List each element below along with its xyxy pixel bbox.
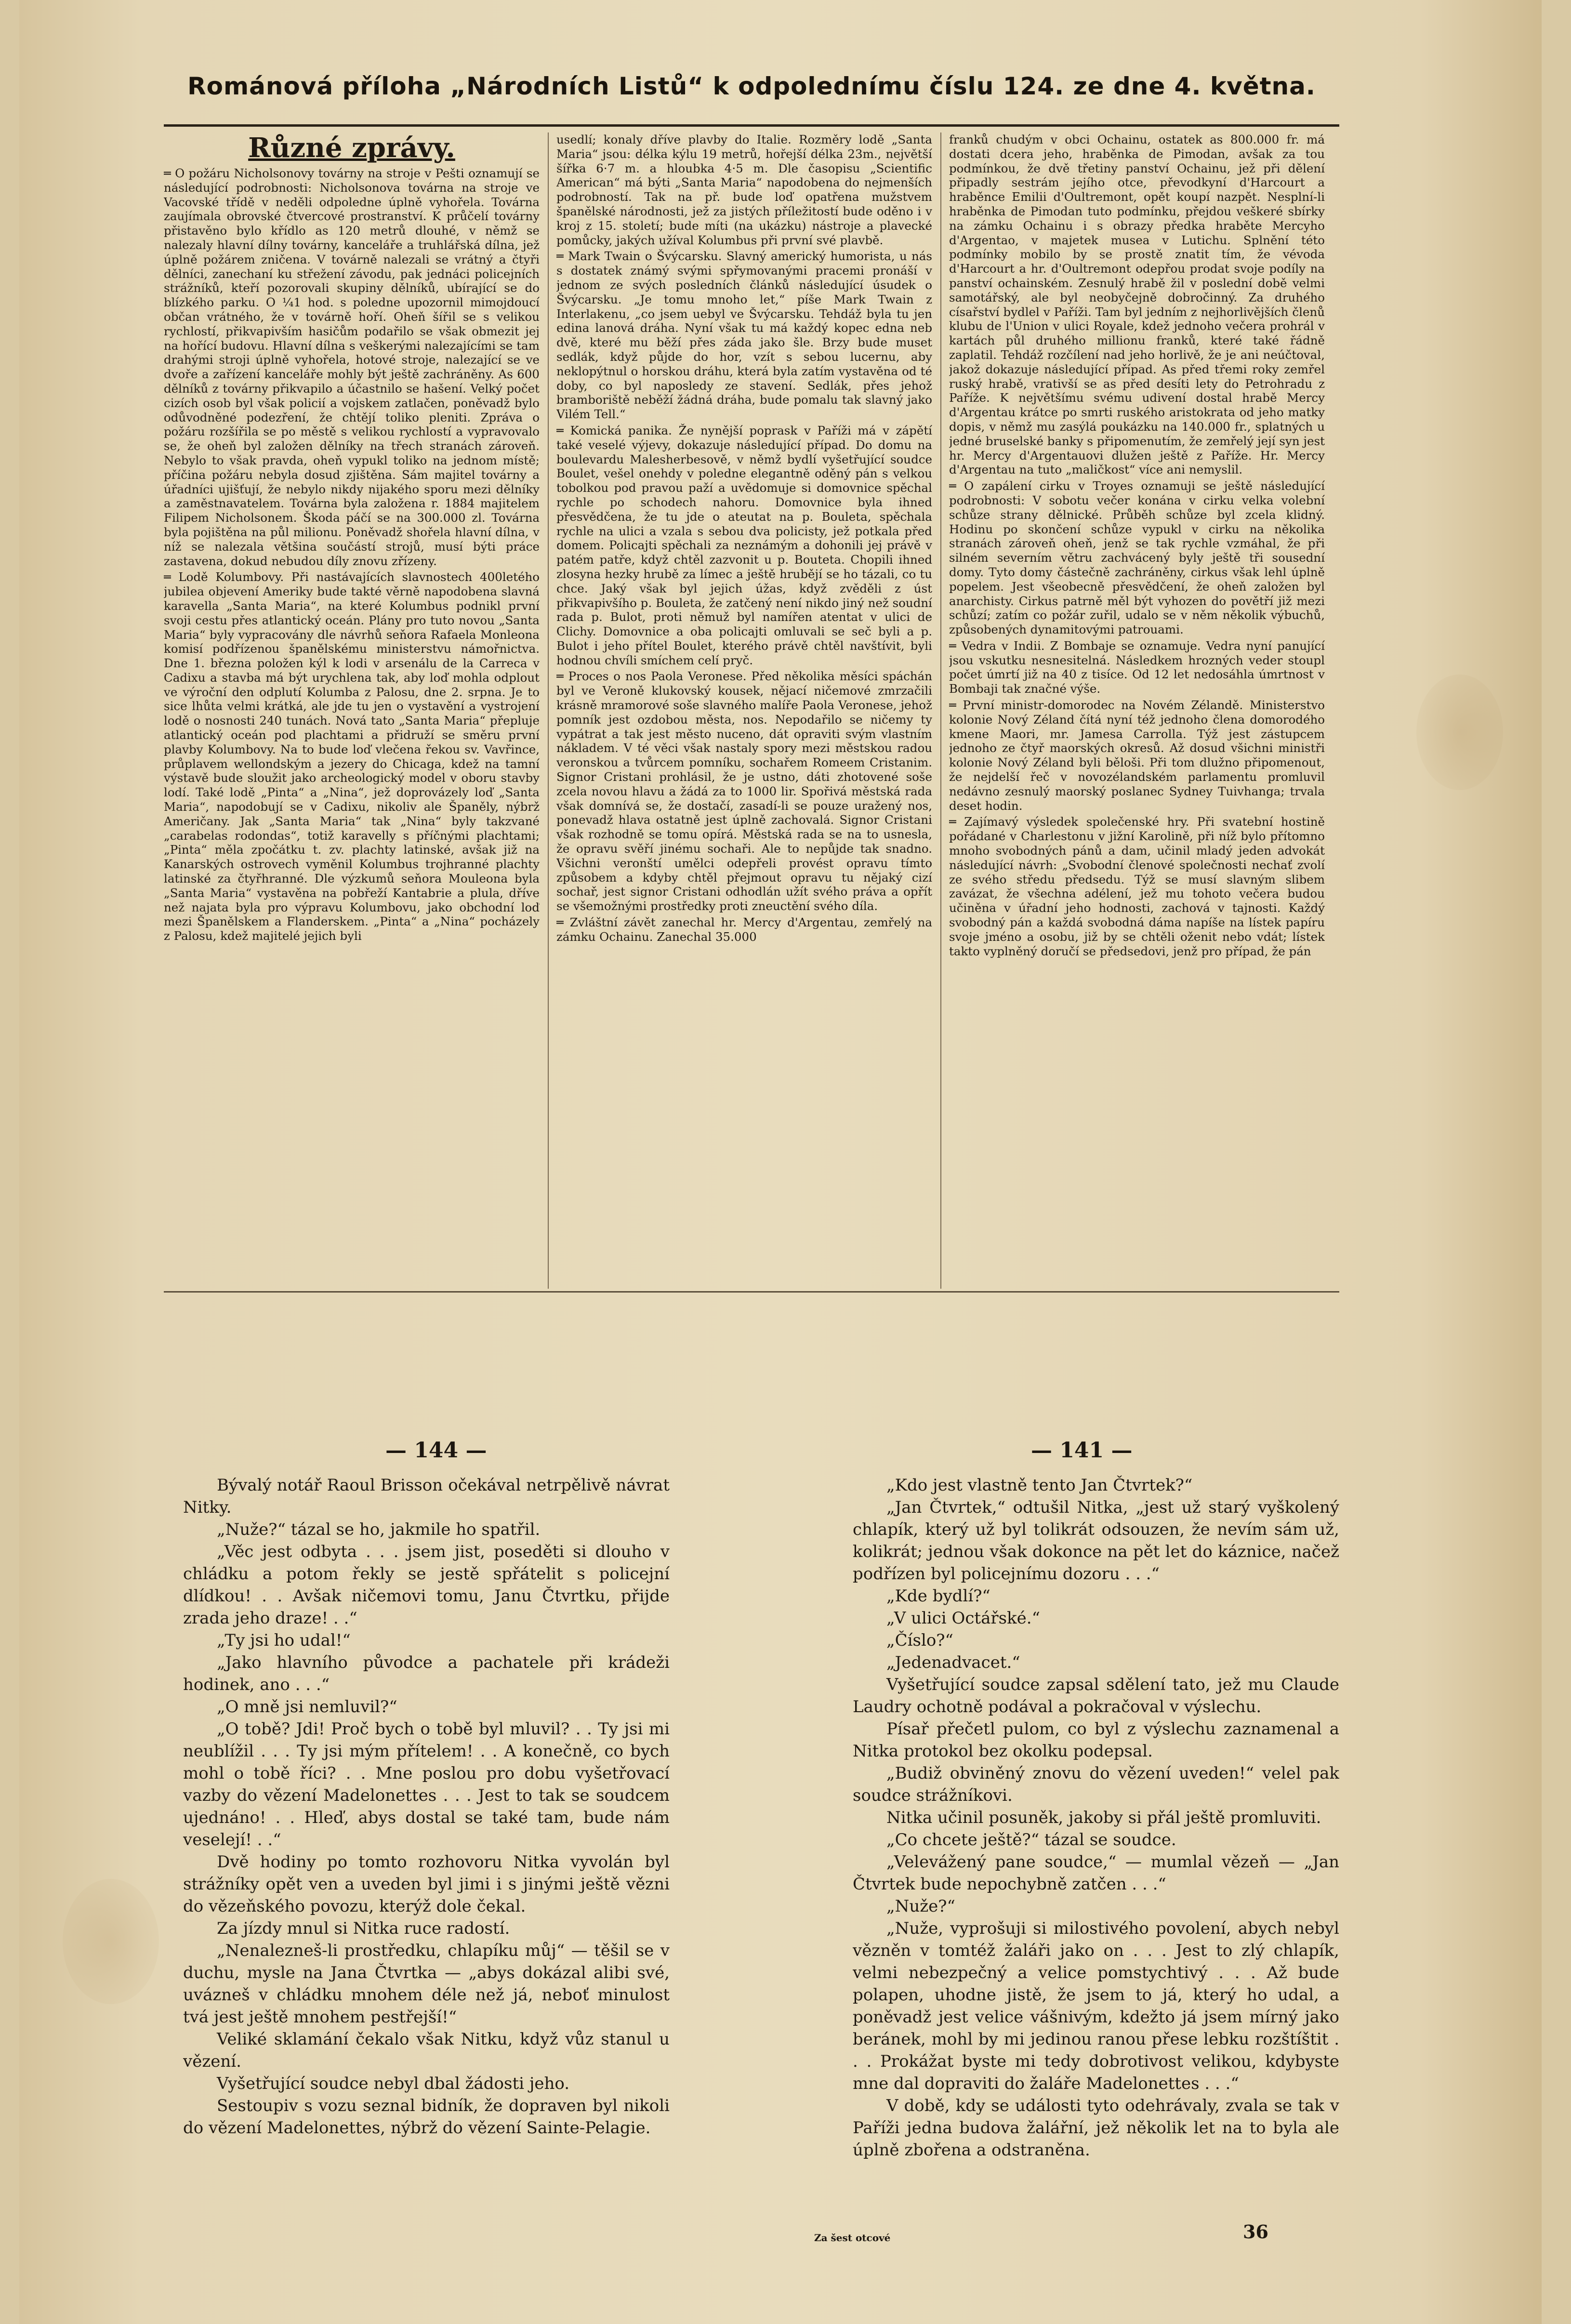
header-rule	[164, 124, 1339, 127]
novel-paragraph: Bývalý notář Raoul Brisson očekával netrpělivě návrat Nitky.	[183, 1476, 670, 1517]
novel-right-page	[853, 1474, 1339, 2255]
sheet-number: 36	[1243, 2221, 1268, 2243]
news-item: ═ Zajímavý výsledek společenské hry. Při svatební hostině pořádané v Charlestonu v jižní Karolině, při níž bylo přítomno mnoho svobodných pánů a dam, učinil mladý jeden advokát následující návrh: „Svobodní členové společnosti nechať zvolí ze svého středu předsedu. Týž se musí slavným slibem zavázat, že všechna adélení, jež mu tohoto večera budou učiněna v úřadní jeho hodnosti, zachová v tajnosti. Každý svobodný pán a každá svobodná dáma napíše na lístek papíru svoje jméno a osobu, již by se chtěli oženit nebo vdát; lístek takto vyplněný doručí se předsedovi, jenž pro případ, že pán	[949, 815, 1325, 958]
news-column-3	[949, 132, 1325, 1289]
novel-paragraph: „Nuže?“	[886, 1897, 955, 1916]
novel-paragraph: „O tobě? Jdi! Proč bych o tobě byl mluvil? . . Ty jsi mi neublížil . . . Ty jsi mým přítelem! . . A konečně, co bych mohl o tobě říci? . . Mne poslou pro dobu vyšetřovací vazby do vězení Madelonettes . . . Jest to tak se soudcem ujednáno! . . Hleď, abys dostal se také tam, bude nám veselejí! . .“	[183, 1719, 670, 1849]
novel-left-page	[183, 1474, 670, 2255]
news-item: usedlí; konaly dříve plavby do Italie. Rozměry lodě „Santa Maria“ jsou: délka kýlu 19 metrů, hořejší délka 23m., největší šířka 6·7 m. a hloubka 4·5 m. Dle časopisu „Scientific American“ má býti „Santa Maria“ napodobena do nejmenších podrobností. Tak na př. bude loď opatřena mužstvem španělské národnosti, jež za jistých příležitostí bude oděno i v kroj z 15. století; bude míti (na ukázku) nástroje a plavecké pomůcky, jakých užíval Kolumbus při první své plavbě.	[556, 132, 932, 247]
novel-paragraph: „Nenalezneš-li prostředku, chlapíku můj“ — těšil se v duchu, mysle na Jana Čtvrtka — „abys dokázal alibi své, uvázneš v chládku mnohem déle než já, neboť minulost tvá jest ještě mnohem pestřejší!“	[183, 1941, 670, 2027]
novel-paragraph: Nitka učinil posuněk, jakoby si přál ještě promluviti.	[886, 1808, 1321, 1827]
news-item: ═ První ministr-domorodec na Novém Zélandě. Ministerstvo kolonie Nový Zéland čítá nyní též jednoho člena domorodého kmene Maori, mr. Jamesa Carrolla. Týž jest zástupcem jednoho ze čtyř maorských okresů. Až dosud všichni ministři kolonie Nový Zéland byli běloši. Při tom dlužno připomenout, že nejdelší řeč v novozélandském parlamentu promluvil nedávno zesnulý maorský poslanec Sydney Tuivhanga; trvala deset hodin.	[949, 698, 1325, 813]
page-header: Románová příloha „Národních Listů“ k odpolednímu číslu 124. ze dne 4. května.	[187, 72, 1316, 100]
novel-page-number-left: — 144 —	[385, 1438, 487, 1463]
novel-paragraph: V době, kdy se události tyto odehrávaly, zvala se tak v Paříži jedna budova žalářní, jež několik let na to byla ale úplně zbořena a odstraněna.	[853, 2096, 1339, 2160]
novel-paragraph: Dvě hodiny po tomto rozhovoru Nitka vyvolán byl strážníky opět ven a uveden byl jimi i s jinými ještě vězni do vězeňského povozu, kterýž dole čekal.	[183, 1852, 670, 1916]
novel-paragraph: „O mně jsi nemluvil?“	[217, 1697, 397, 1717]
novel-paragraph: „Jako hlavního původce a pachatele při krádeži hodinek, ano . . .“	[183, 1653, 670, 1694]
section-title: Různé zprávy.	[248, 132, 455, 164]
news-item: ═ Mark Twain o Švýcarsku. Slavný americký humorista, u nás s dostatek známý svými spřymovanými pracemi pronáší v jednom ze svých posledních článků následující úsudek o Švýcarsku. „Je tomu mnoho let,“ píše Mark Twain z Interlakenu, „co jsem uebyl ve Švýcarsku. Tehdáž byla tu jen edina lanová dráha. Nyní však tu má každý kopec edna neb dvě, které mu běží přes záda jako šle. Brzy bude muset sedlák, když půjde do hor, vzít s sebou lucernu, aby neklopýtnul o horskou dráhu, která byla zatím vystavěna od té doby, co byl naposledy ze stavení. Sedlák, přes jehož bramboriště neběží žádná dráha, bude pomalu tak slavný jako Vilém Tell.“	[556, 249, 932, 422]
novel-paragraph: „Kde bydlí?“	[886, 1586, 990, 1606]
novel-paragraph: „Věc jest odbyta . . . jsem jist, poseděti si dlouho v chládku a potom řekly se jestě spřátelit s policejní dlídkou! . . Avšak ničemovi tomu, Janu Čtvrtku, přijde zrada jeho draze! . .“	[183, 1542, 670, 1628]
novel-paragraph: Za jízdy mnul si Nitka ruce radostí.	[217, 1919, 510, 1938]
novel-paragraph: „Budiž obviněný znovu do vězení uveden!“ velel pak soudce strážníkovi.	[853, 1764, 1339, 1805]
news-item: ═ Komická panika. Že nynější poprask v Paříži má v zápětí také veselé výjevy, dokazuje následující případ. Do domu na boulevardu Malesherbesově, v němž bydlí vyšetřující soudce Boulet, vešel onehdy v poledne elegantně oděný pán s velkou tobolkou pod pravou paží a uvědomuje si domovnice spěchal rychle po schodech nahoru. Domovnice byla ihned přesvědčena, že tu jde o ateutat na p. Bouleta, spěchala rychle na ulici a vzala s sebou dva policisty, jež potkala před domem. Policajti spěchali za neznámým a dohonili jej právě v patém patře, když chtěl zazvonit u p. Bouteta. Chopili ihned zlosyna hezky hrubě za límec a ještě hrubějí se ho tázali, co tu chce. Jaký však byl jejich úžas, když zvěděli z úst přikvapivšího p. Bouleta, že zatčený není nikdo jiný než soudní rada p. Bulot, proti němuž byl namířen atentat v ulici de Clichy. Domovnice a oba policajti omluvali se seč byli a p. Bulot i jeho přítel Boulet, kterého právě chtěl navštívit, byli hodnou chvíli smíchem celí pryč.	[556, 423, 932, 667]
news-item: ═ Proces o nos Paola Veronese. Před několika měsíci spáchán byl ve Veroně klukovský kousek, nějací ničemové zmrzačili krásně mramorové soše slavného malíře Paola Veronese, jehož pomník jest ozdobou města, nos. Nepodařilo se ničemy ty vypátrat a tak jest město nuceno, dát opraviti svým vlastním nákladem. V té věci však nastaly spory mezi městskou radou veronskou a tvůrcem pomníku, sochařem Romeem Cristanim. Signor Cristani prohlásil, že je ustno, dáti zhotovené soše zcela novou hlavu a žádá za to 1000 lir. Spořivá městská rada však domnívá se, že dostačí, zasadí-li se pouze uražený nos, ponevadž hlava ostatně jest úplně zachovalá. Signor Cristani však rozhodně se tomu opírá. Městská rada se na to usnesla, že opravu svěří jinému sochaři. Ale to nepůjde tak snadno. Všichni veronští umělci odepřeli provést opravu tímto způsobem a kdyby chtěl přejmout opravu tu nějaký cizí sochař, jest signor Cristani odhodlán užít svého práva a opřít se všemožnými prostředky proti zneuctění svého díla.	[556, 669, 932, 913]
novel-paragraph: „Ty jsi ho udal!“	[217, 1631, 351, 1650]
news-item: ═ Vedra v Indii. Z Bombaje se oznamuje. Vedra nyní panující jsou vskutku nesnesitelná. Následkem hrozných veder stoupl počet úmrtí již na 40 z tisíce. Od 12 let nedosáhla úmrtnost v Bombaji tak značné výše.	[949, 638, 1325, 696]
news-item: ═ Lodě Kolumbovy. Při nastávajících slavnostech 400letého jubilea objevení Ameriky bude takté věrně napodobena slavná karavella „Santa Maria“, na které Kolumbus podnikl první svoji cestu přes atlantický oceán. Plány pro tuto novou „Santa Maria“ byly vypracovány dle návrhů seňora Rafaela Monleona komisí podřízenou španělskému ministerstvu námořnictva. Dne 1. března položen kýl k lodi v arsenálu de la Carreca v Cadixu a stavba má být urychlena tak, aby loď mohla odplout ve výroční den odplutí Kolumba z Palosu, dne 2. srpna. Je to sice lhůta velmi krátká, ale jde tu jen o vystavění a vystrojení lodě o nosnosti 240 tunách. Nová tato „Santa Maria“ přepluje atlantický oceán pod plachtami a přidruží se směru první plavby Kolumbovy. Na to bude loď vlečena řekou sv. Vavřince, průplavem wellondským a jezery do Chicaga, kdež na tamní výstavě bude sloužit jako archeologický model v oboru stavby lodí. Také lodě „Pinta“ a „Nina“, jež doprovázely loď „Santa Maria“, napodobují se v Cadixu, nikoliv ale Španěly, nýbrž Američany. Jak „Santa Maria“ tak „Nina“ byly takzvané „carabelas rodondas“, totiž karavelly s příčnými plachtami; „Pinta“ měla zpočátku t. zv. plachty latinské, avšak již na Kanarských ostrovech vyměnil Kolumbus trojhranné plachty latinské za čtyřhranné. Dle výzkumů seňora Mouleona byla „Santa Maria“ vystavěna na pobřeží Kantabrie a plula, dříve než najata byla pro výpravu Kolumbovu, jako obchodní loď mezi Španělskem a Flanderskem. „Pinta“ a „Nina“ pocházely z Palosu, kdež majitelé jejich byli	[164, 570, 540, 943]
novel-paragraph: Vyšetřující soudce zapsal sdělení tato, jež mu Claude Laudry ochotně podával a pokračoval v výslechu.	[853, 1675, 1339, 1717]
news-item: franků chudým v obci Ochainu, ostatek as 800.000 fr. má dostati dcera jeho, hraběnka de Pimodan, avšak za tou podmínkou, že dvě třetiny panství Ochainu, jež při dělení připadly sestrám jejího otce, převodkyní d'Harcourt a hraběnce Emilii d'Oultremont, opět koupí nazpět. Nesplní-li hraběnka de Pimodan tuto podmínku, přejdou veškeré sbírky na zámku Ochainu i s obrazy předka hraběte Mercyho d'Argentao, v majetek musea v Lutichu. Splnění této podmínky mobilo by se prostě znatit tím, že vévoda d'Harcourt a hr. d'Oultremont odepřou prodat svoje podíly na panství ochainském. Zesnulý hrabě žil v poslední době velmi samotářský, ale byl neobyčejně dobročinný. Za druhého císařství bydlel v Paříži. Tam byl jedním z nejhorlivějších členů klubu de l'Union v ulici Royale, kdež jednoho večera prohrál v kartách půl druhého millionu franků, které také řádně zaplatil. Tehdáž rozčílení nad jeho horlivě, že je ani neúčtoval, jakož dokazuje následující případ. As před třemi roky zemřel ruský hrabě, vrativší se as před desíti lety do Petrohradu z Paříže. K největšímu svému udivení dostal hrabě Mercy d'Argentau krátce po smrti ruského aristokrata od jeho matky dopis, v němž mu zasýlá poukázku na 140.000 fr., splatných u jedné bruselské banky s připomenutím, že zemřelý její syn jest hr. Mercy d'Argentauovi dlužen ještě z Paříže. Hr. Mercy d'Argentau na tuto „maličkost“ více ani nemyslil.	[949, 132, 1325, 477]
news-item: ═ O zapálení cirku v Troyes oznamuji se ještě následující podrobnosti: V sobotu večer konána v cirku velka volební schůze strany dělnické. Průběh schůze byl zcela klidný. Hodinu po skončení schůze vypukl v cirku na několika stranách zároveň oheň, jenž se tak rychle vzmáhal, že při silném severním větru zachvácený byly ještě tři sousední domy. Tyto domy částečně zachráněny, cirkus však lehl úplně popelem. Jest všeobecně přesvědčení, že oheň založen byl anarchisty. Cirkus patrně měl být vyhozen do povětří již mezi schůzí; zatím co požár zuřil, udalo se v něm několik výbuchů, způsobených dynamitovými patrouami.	[949, 479, 1325, 637]
newspaper-page	[19, 0, 1542, 2324]
news-column-2	[556, 132, 932, 1289]
news-column-1	[164, 132, 540, 1289]
novel-paragraph: Sestoupiv s vozu seznal bidník, že dopraven byl nikoli do vězení Madelonettes, nýbrž do vězení Sainte-Pelagie.	[183, 2096, 670, 2138]
column-divider	[548, 132, 549, 1289]
footnote: Za šest otcové	[814, 2232, 891, 2244]
column-divider	[940, 132, 941, 1289]
novel-paragraph: „Nuže, vyprošuji si milostivého povolení, abych nebyl vězněn v tomtéž žaláři jako on . . . Jest to zlý chlapík, velmi nebezpečný a velice pomstychtivý . . . Až bude polapen, uhodne jistě, že jsem to já, který ho udal, a poněvadž jest velice vášnivým, kdežto já jsem mírný jako beránek, mohl by mi jedinou ranou přese lebku rozštíštit . . . Prokážat byste mi tedy dobrotivost velikou, kdybyste mne dal dopraviti do žaláře Madelonettes . . .“	[853, 1919, 1339, 2093]
novel-paragraph: „Nuže?“ tázal se ho, jakmile ho spatřil.	[217, 1520, 541, 1539]
novel-paragraph: „Číslo?“	[886, 1631, 953, 1650]
news-item: ═ Zvláštní závět zanechal hr. Mercy d'Argentau, zemřelý na zámku Ochainu. Zanechal 35.000	[556, 915, 932, 944]
paper-stain	[63, 1879, 159, 2004]
novel-paragraph: Vyšetřující soudce nebyl dbal žádosti jeho.	[217, 2074, 570, 2093]
novel-paragraph: „Velevážený pane soudce,“ — mumlal vězeň — „Jan Čtvrtek bude nepochybně zatčen . . .“	[853, 1852, 1339, 1894]
novel-paragraph: „Jedenadvacet.“	[886, 1653, 1020, 1672]
novel-paragraph: „Kdo jest vlastně tento Jan Čtvrtek?“	[886, 1476, 1193, 1495]
novel-paragraph: „Co chcete ještě?“ tázal se soudce.	[886, 1830, 1176, 1849]
novel-paragraph: Veliké sklamání čekalo však Nitku, když vůz stanul u vězení.	[183, 2030, 670, 2071]
news-item: ═ O požáru Nicholsonovy továrny na stroje v Pešti oznamují se následující podrobnosti: Nicholsonova továrna na stroje ve Vacovské třídě v neděli odpoledne úplně vyhořela. Továrna zaujímala obrovské čtvercové prostranství. K průčelí továrny přistavěno bylo křídlo as 120 metrů dlouhé, v němž se nalezaly hlavní dílny továrny, kanceláře a truhlářská dílna, jež úplně požárem zničena. V továrně nalezali se vrátný a čtyři dělníci, zanechaní ku střežení závodu, pak jednáci policejních strážníků, kteří pozorovali skupiny dělníků, ubírající se do blízkého parku. O ¼1 hod. s poledne upozornil mimojdoucí občan vrátného, že v továrně hoří. Oheň šířil se s velikou rychlostí, přikvapivším hasičům podařilo se však obmezit jej na hořící budovu. Hlavní dílna s veškerými nalezajícími se tam drahými stroji úplně vyhořela, hotové stroje, nalezající se ve dvoře a zařízení kanceláře mohly být ještě zachráněny. As 600 dělníků z továrny přikvapilo a účastnilo se hašení. Velký počet cizích osob byl však policií a vojskem zatlačen, poněvadž bylo odůvodněné podezření, že chtějí toliko pleniti. Zpráva o požáru rozšířila se po městě s velikou rychlostí a vypravovalo se, že oheň byl založen dělníky na třech stranách zároveň. Nebylo to však pravda, oheň vypukl toliko na jednom místě; příčina požáru nebyla dosud zjištěna. Sám majitel továrny a úřadníci ujišťují, že nebylo nikdy nijakého sporu mezi dělníky a zaměstnavatelem. Továrna byla založena r. 1884 majitelem Filipem Nicholsonem. Škoda páčí se na 300.000 zl. Továrna byla pojištěna na půl milionu. Poněvadž shořela hlavní dílna, v níž se nalezala většina součástí strojů, musí býti práce zastavena, dokud nebudou díly znovu zřízeny.	[164, 166, 540, 568]
paper-stain	[1416, 674, 1503, 790]
novel-paragraph: „V ulici Octářské.“	[886, 1609, 1040, 1628]
news-bottom-rule	[164, 1291, 1339, 1293]
novel-paragraph: „Jan Čtvrtek,“ odtušil Nitka, „jest už starý vyškolený chlapík, který už byl tolikrát odsouzen, že nevím sám už, kolikrát; jednou však dokonce na pět let do káznice, načež podřízen byl policejnímu dozoru . . .“	[853, 1498, 1339, 1584]
novel-page-number-right: — 141 —	[1031, 1438, 1133, 1463]
novel-paragraph: Písař přečetl pulom, co byl z výslechu zaznamenal a Nitka protokol bez okolku podepsal.	[853, 1719, 1339, 1761]
